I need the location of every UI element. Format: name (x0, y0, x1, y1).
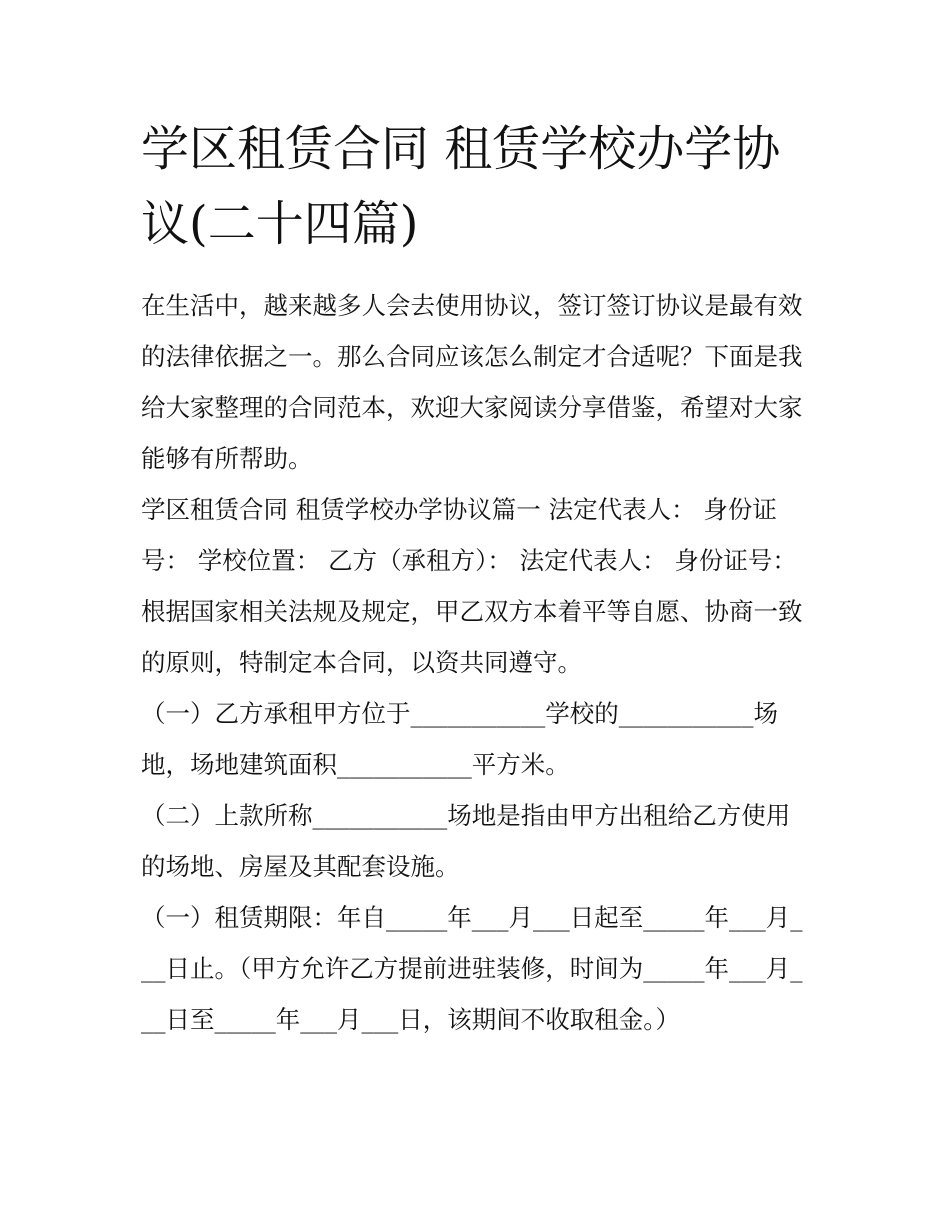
document-title: 学区租赁合同 租赁学校办学协议(二十四篇) (141, 121, 781, 252)
document-content (141, 112, 813, 1045)
preamble-paragraph: 根据国家相关法规及规定，甲乙双方本着平等自愿、协商一致的原则，特制定本合同，以资共同遵守。 (141, 597, 803, 677)
clause-site-paragraph: （一）乙方承租甲方位于___________学校的___________场地，场地建筑面积___________平方米。 (141, 699, 778, 779)
clause-site-definition-paragraph: （二）上款所称___________场地是指由甲方出租给乙方使用的场地、房屋及其配套设施。 (141, 801, 791, 881)
clause-term-paragraph: （一）租赁期限：年自_____年___月___日起至_____年___月___日止。（甲方允许乙方提前进驻装修，时间为_____年___月___日至_____年___月___日，该期间不收取租金。） (141, 903, 803, 1034)
intro-paragraph: 在生活中，越来越多人会去使用协议，签订签订协议是最有效的法律依据之一。那么合同应该怎么制定才合适呢？下面是我给大家整理的合同范本，欢迎大家阅读分享借鉴，希望对大家能够有所帮助。 (141, 291, 803, 473)
parties-paragraph: 学区租赁合同 租赁学校办学协议篇一 法定代表人： 身份证号： 学校位置： 乙方（承租方）： 法定代表人： 身份证号： (141, 495, 797, 575)
